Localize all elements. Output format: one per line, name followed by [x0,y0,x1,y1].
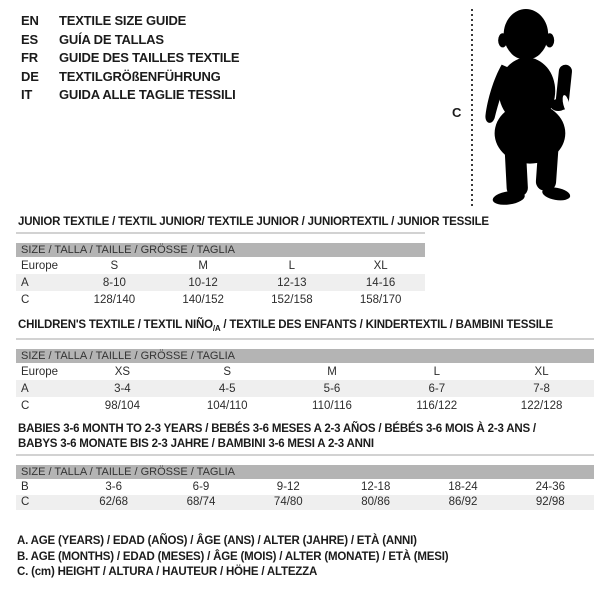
row-label: C [21,399,30,412]
language-row [21,31,239,50]
table-heading-text: BABYS 3-6 MONATE BIS 2-3 JAHRE / BAMBINI 3-6 MESI A 2-3 ANNI [18,438,374,450]
table-heading-line [18,422,594,437]
row-label: C [21,496,30,509]
size-cell: 104/110 [206,399,248,412]
table-row [16,291,425,308]
footnote-line: B. AGE (MONTHS) / EDAD (MESES) / ÂGE (MOIS) / ALTER (MONATE) / ETÀ (MESI) [17,550,449,563]
size-cell: 3-4 [114,382,131,395]
size-table [16,338,594,414]
table-row [16,495,594,511]
footnote-line: C. (cm) HEIGHT / ALTURA / HAUTEUR / HÖHE / ALTEZZA [17,566,318,578]
size-cell: 12-18 [360,480,391,493]
table-heading-line [18,437,594,452]
height-measure-label: C [452,105,462,120]
language-title-block [21,12,239,105]
size-cell: XS [114,365,131,378]
table-row [16,257,425,274]
size-cell: 122/128 [520,399,563,412]
language-row [21,12,239,31]
height-measure-dashed-line [471,9,473,207]
language-row [21,49,239,68]
language-title: TEXTILGRÖßENFÜHRUNG [59,68,221,84]
size-table-section-junior [16,215,489,308]
size-cell: 86/92 [448,496,478,509]
size-cell: S [223,365,232,378]
size-cell: S [110,259,119,272]
size-table-section-children [16,318,594,414]
size-cell: 14-16 [365,276,396,289]
size-cell: L [288,259,296,272]
language-title: GUIDE DES TAILLES TEXTILE [59,50,240,65]
size-cell: 24-36 [535,480,566,493]
language-row [21,68,239,87]
size-cell: 140/152 [182,293,224,306]
table-rows [16,479,594,510]
table-top-rule [16,338,594,340]
table-row [16,380,594,397]
table-heading [18,422,594,452]
table-heading-text: /A [212,324,221,333]
table-heading [18,215,489,230]
size-cell: 10-12 [188,276,218,289]
language-code: DE [21,68,39,84]
size-cell: 12-13 [277,276,307,289]
size-cell: L [433,365,440,378]
table-row [16,363,594,380]
language-code: FR [21,50,38,65]
footnotes-block [17,534,448,581]
size-header-band: SIZE / TALLA / TAILLE / GRÖSSE / TAGLIA [16,243,425,257]
size-cell: XL [534,365,549,378]
size-cell: 74/80 [273,496,303,509]
row-label: Europe [21,259,59,272]
table-top-rule [16,454,594,456]
size-cell: 4-5 [218,382,236,395]
table-heading-line [18,318,594,336]
row-label: A [21,276,29,289]
size-cell: 6-7 [428,382,446,395]
size-cell: 128/140 [93,293,136,306]
table-row [16,479,594,495]
size-cell: 116/122 [416,399,458,412]
footnote-line: A. AGE (YEARS) / EDAD (AÑOS) / ÂGE (ANS) / ALTER (JAHRE) / ETÀ (ANNI) [17,535,417,547]
size-cell: 68/74 [186,496,216,509]
row-label: B [21,480,29,493]
size-cell: M [327,365,337,378]
table-heading-text: BABIES 3-6 MONTH TO 2-3 YEARS / BEBÉS 3-6 MESES A 2-3 AÑOS / BÉBÉS 3-6 MOIS À 2-3 ANS / [18,423,536,435]
size-cell: 62/68 [99,496,129,509]
language-code: EN [21,13,39,28]
size-cell: 158/170 [359,293,402,306]
size-header-band: SIZE / TALLA / TAILLE / GRÖSSE / TAGLIA [16,349,594,363]
table-rows [16,257,425,308]
size-cell: 92/98 [535,496,565,509]
table-heading-text: CHILDREN'S TEXTILE / TEXTIL NIÑO [18,319,213,331]
toddler-silhouette-image [478,4,592,206]
language-title: GUÍA DE TALLAS [59,31,164,47]
size-table [16,232,425,308]
size-cell: 6-9 [192,480,210,493]
language-title: TEXTILE SIZE GUIDE [59,13,187,28]
table-heading-text: JUNIOR TEXTILE / TEXTIL JUNIOR/ TEXTILE JUNIOR / JUNIORTEXTIL / JUNIOR TESSILE [18,216,489,228]
row-label: C [21,293,30,306]
size-table [16,454,594,510]
size-cell: 18-24 [448,480,478,493]
size-header-band: SIZE / TALLA / TAILLE / GRÖSSE / TAGLIA [16,465,594,479]
size-cell: 9-12 [276,480,300,493]
size-cell: XL [373,259,388,272]
size-cell: 98/104 [104,399,140,412]
table-top-rule [16,232,425,234]
row-label: A [21,382,29,395]
language-code: IT [21,87,33,102]
table-heading [18,318,594,336]
language-row [21,86,239,105]
size-cell: 8-10 [102,276,126,289]
table-heading-text: / TEXTILE DES ENFANTS / KINDERTEXTIL / BAMBINI TESSILE [220,319,553,331]
size-cell: 152/158 [271,293,313,306]
size-table-section-babies [16,422,594,510]
size-cell: 80/86 [361,496,391,509]
table-row [16,397,594,414]
table-rows [16,363,594,414]
row-label: Europe [21,365,59,378]
table-row [16,274,425,291]
table-heading-line [18,215,489,230]
language-code: ES [21,31,38,47]
language-title: GUIDA ALLE TAGLIE TESSILI [59,87,236,102]
size-cell: 110/116 [312,399,352,412]
size-cell: M [198,259,208,272]
size-cell: 7-8 [533,382,550,395]
size-cell: 3-6 [105,480,122,493]
size-cell: 5-6 [323,382,341,395]
